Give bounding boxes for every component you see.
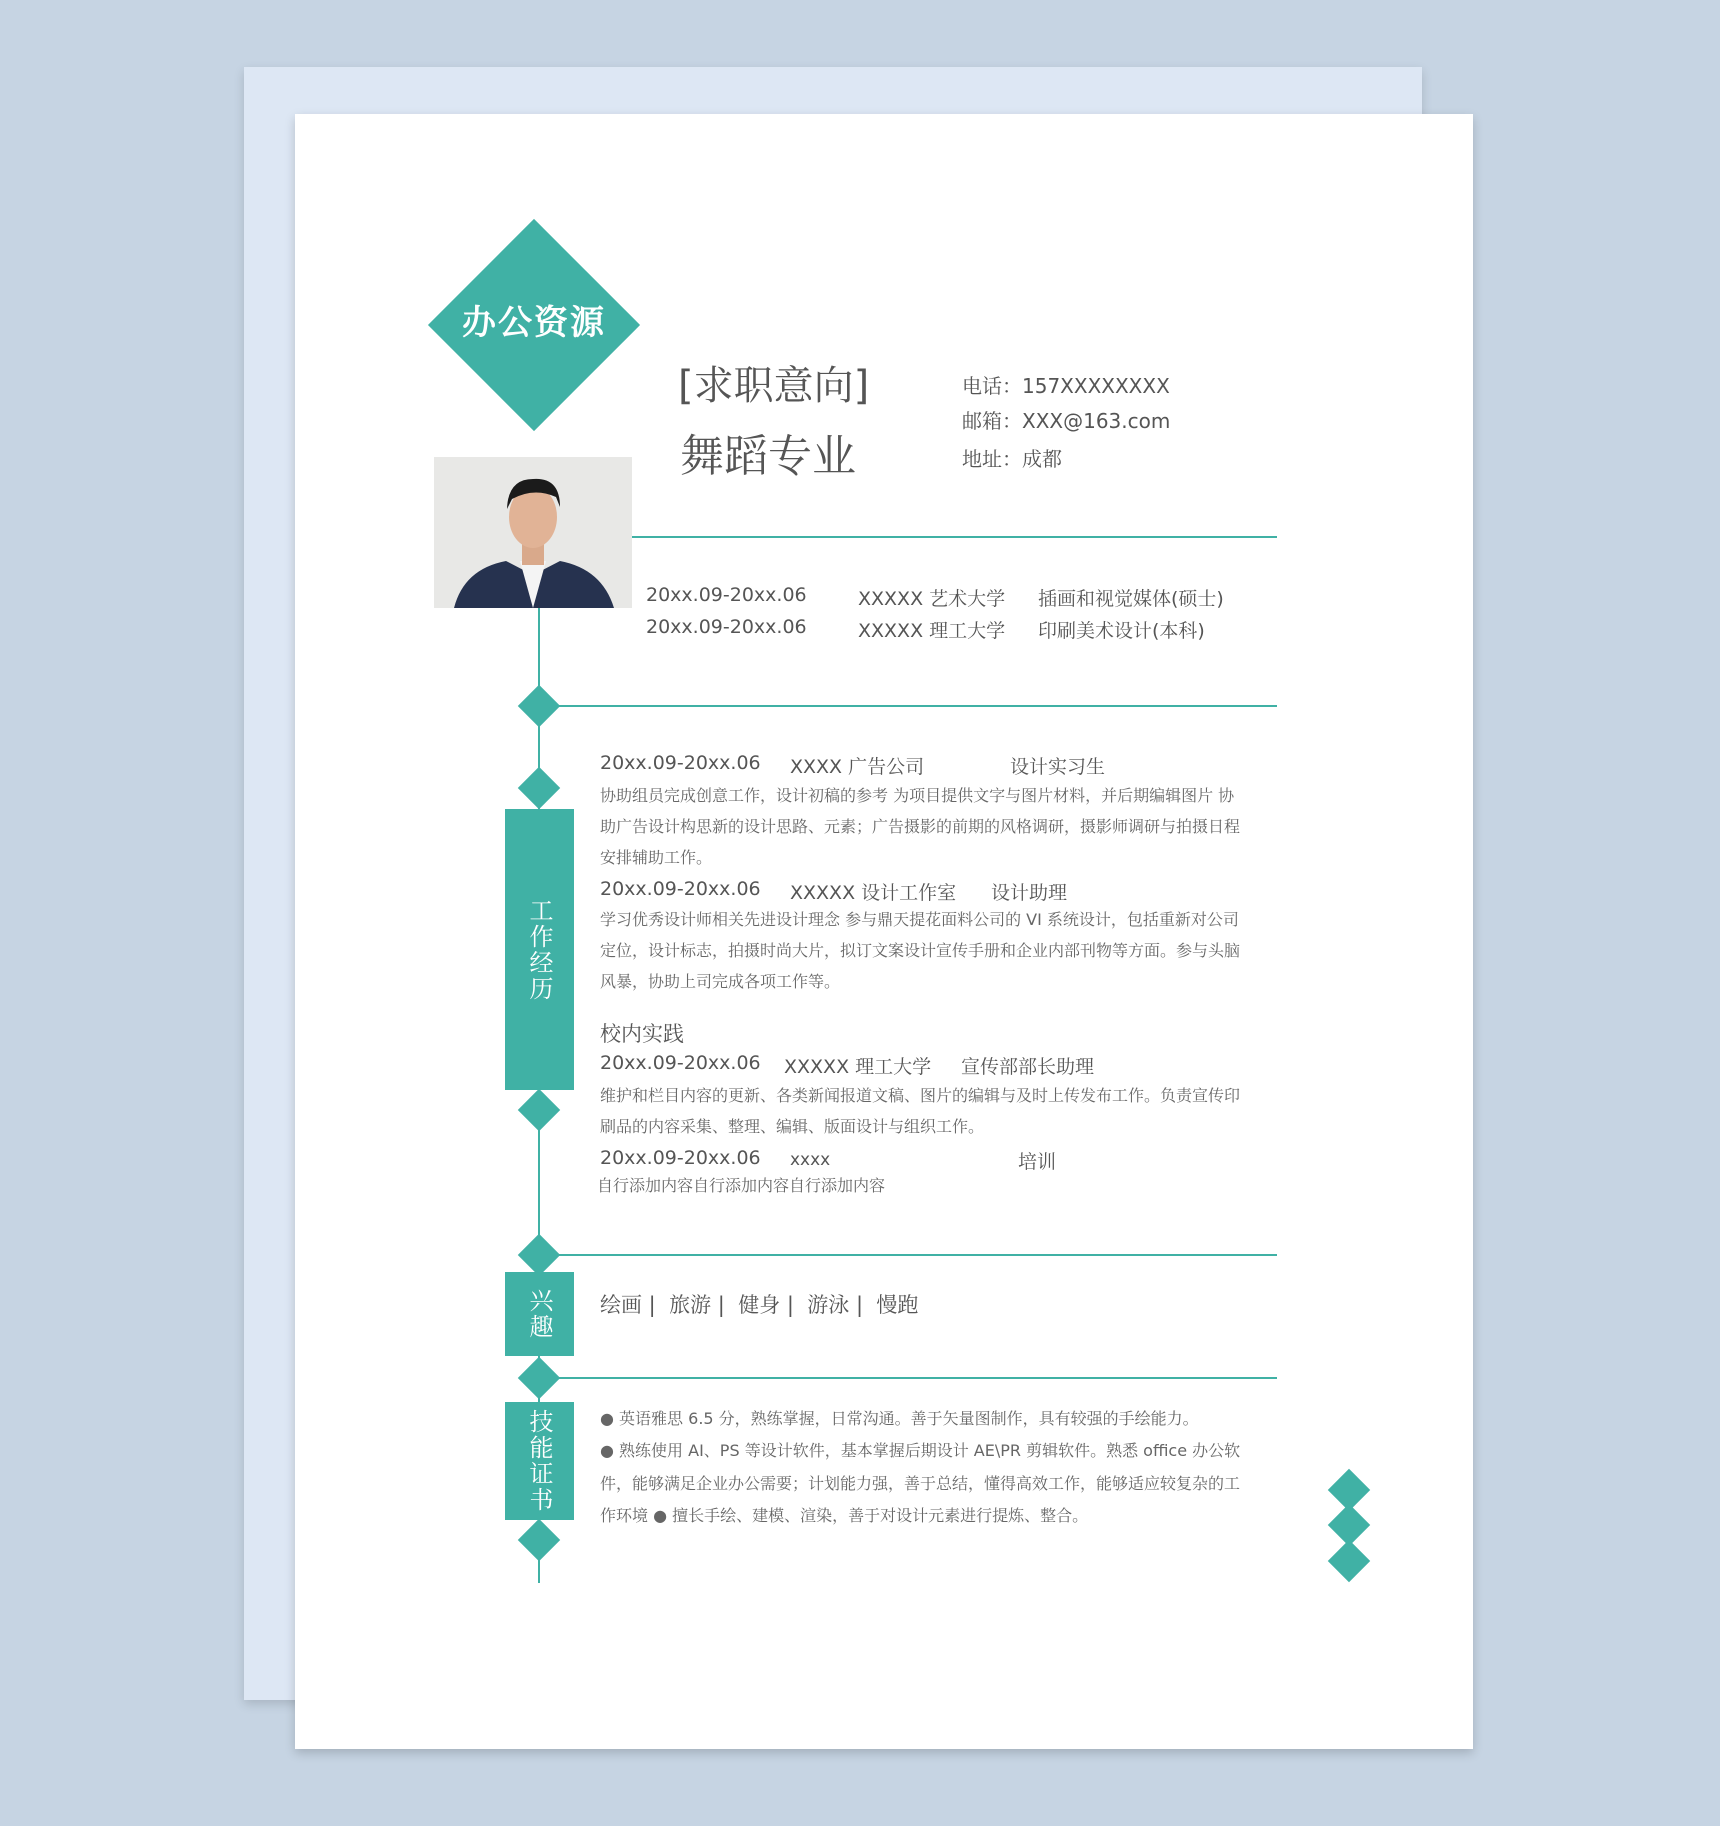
divider-work: [539, 705, 1277, 707]
job-date: 20xx.09-20xx.06: [600, 878, 761, 900]
skills-line: ● 熟练使用 AI、PS 等设计软件，基本掌握后期设计 AE\PR 剪辑软件。熟悉 office 办公软件，能够满足企业办公需要；计划能力强，善于总结，懂得高效工作，能够适应较复杂的工作环境 ● 擅长手绘、建模、渲染，善于对设计元素进行提炼、整合。: [600, 1441, 1241, 1525]
job-role: 设计实习生: [1010, 756, 1106, 778]
campus-org: XXXXX 理工大学: [784, 1056, 932, 1078]
contact-address: 地址：成都: [962, 447, 1062, 471]
job-company: XXXX 广告公司: [790, 756, 925, 778]
divider-interests: [539, 1254, 1277, 1256]
divider-skills: [539, 1377, 1277, 1379]
divider-education: [632, 536, 1277, 538]
interests-list: 绘画 | 旅游 | 健身 | 游泳 | 慢跑: [600, 1293, 919, 1317]
job-description: 协助组员完成创意工作，设计初稿的参考 为项目提供文字与图片材料，并后期编辑图片 协助广告设计构思新的设计思路、元素；广告摄影的前期的风格调研，摄影师调研与拍摄日程安排辅助工作。: [600, 786, 1241, 867]
intent-label: [求职意向]: [678, 363, 870, 409]
section-label-interests: 兴趣: [505, 1272, 574, 1356]
job-company: XXXXX 设计工作室: [790, 882, 957, 904]
edu-school: XXXXX 艺术大学: [858, 588, 1006, 610]
profile-photo: [434, 457, 632, 608]
section-label-work: 工作经历: [505, 809, 574, 1090]
campus-role: 宣传部部长助理: [961, 1056, 1095, 1078]
campus-description: 维护和栏目内容的更新、各类新闻报道文稿、图片的编辑与及时上传发布工作。负责宣传印刷品的内容采集、整理、编辑、版面设计与组织工作。: [600, 1086, 1241, 1136]
intent-value: 舞蹈专业: [680, 431, 856, 482]
contact-phone: 电话：157XXXXXXXX: [962, 374, 1170, 398]
campus-role: 培训: [1018, 1151, 1057, 1173]
skills-line: ● 英语雅思 6.5 分，熟练掌握，日常沟通。善于矢量图制作，具有较强的手绘能力。: [600, 1409, 1199, 1428]
edu-date: 20xx.09-20xx.06: [646, 616, 807, 638]
campus-title: 校内实践: [600, 1022, 684, 1046]
logo-text: 办公资源: [462, 303, 606, 343]
job-date: 20xx.09-20xx.06: [600, 752, 761, 774]
edu-major: 插画和视觉媒体(硕士): [1038, 588, 1224, 610]
job-role: 设计助理: [991, 882, 1068, 904]
section-label-skills: 技能证书: [505, 1402, 574, 1520]
edu-date: 20xx.09-20xx.06: [646, 584, 807, 606]
campus-description: 自行添加内容自行添加内容自行添加内容: [597, 1176, 886, 1195]
campus-date: 20xx.09-20xx.06: [600, 1052, 761, 1074]
campus-date: 20xx.09-20xx.06: [600, 1147, 761, 1169]
campus-org: xxxx: [790, 1150, 831, 1170]
contact-email: 邮箱：XXX@163.com: [962, 409, 1171, 433]
job-description: 学习优秀设计师相关先进设计理念 参与鼎天提花面料公司的 VI 系统设计，包括重新对公司定位，设计标志，拍摄时尚大片，拟订文案设计宣传手册和企业内部刊物等方面。参与头脑风暴，协助上司完成各项工作等。: [600, 910, 1241, 991]
edu-school: XXXXX 理工大学: [858, 620, 1006, 642]
edu-major: 印刷美术设计(本科): [1038, 620, 1205, 642]
